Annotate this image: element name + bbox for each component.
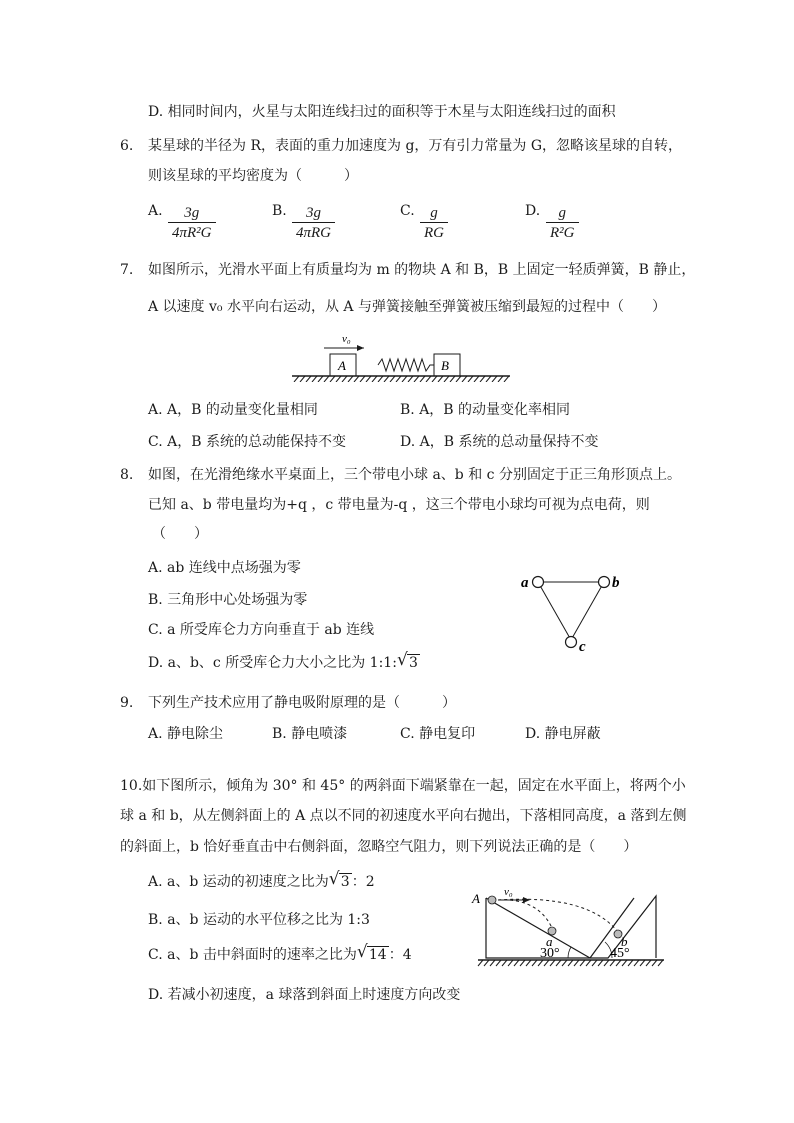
hatch-stroke: [508, 960, 513, 966]
q6-option-c-fraction: [420, 204, 448, 243]
q9-option-c[interactable]: C. 静电复印: [400, 726, 476, 742]
hatch-stroke: [574, 960, 579, 966]
q10-option-a[interactable]: [148, 869, 375, 892]
hatch-stroke: [474, 376, 479, 382]
hatch-stroke: [438, 376, 443, 382]
hatch-stroke: [496, 960, 501, 966]
hatch-stroke: [294, 376, 299, 382]
q6-option-d-numerator: g: [546, 204, 579, 223]
hatch-stroke: [336, 376, 341, 382]
q7-option-c[interactable]: C. A，B 系统的总动能保持不变: [148, 434, 346, 450]
q10-option-c[interactable]: [148, 942, 412, 965]
q7-option-b[interactable]: B. A，B 的动量变化率相同: [400, 402, 571, 418]
q8-stem-line2: 已知 a、b 带电量均为+q ，c 带电量为-q ，这三个带电小球均可视为点电荷，则: [148, 497, 650, 513]
hatch-stroke: [478, 960, 483, 966]
hatch-stroke: [414, 376, 419, 382]
ball-a-label: a: [546, 934, 553, 949]
q8-stem-line1: 如图，在光滑绝缘水平桌面上，三个带电小球 a、b 和 c 分别固定于正三角形顶点上。: [148, 467, 681, 483]
hatch-stroke: [318, 376, 323, 382]
sqrt-3-radicand: 3: [408, 655, 418, 671]
hatch-stroke: [568, 960, 573, 966]
hatch-stroke: [480, 376, 485, 382]
q6-option-b-fraction: [292, 204, 335, 243]
sqrt-3: √ 3: [396, 650, 418, 671]
velocity-arrowhead: [357, 345, 364, 351]
sqrt-14: √ 14: [356, 942, 387, 963]
q8-triangle-figure: [516, 570, 632, 656]
hatch-stroke: [384, 376, 389, 382]
q10-stem-line2: 球 a 和 b，从左侧斜面上的 A 点以不同的初速度水平向右抛出，下落相同高度，a 落到左侧: [120, 808, 687, 824]
q6-option-d-denominator: R²G: [550, 225, 575, 241]
q6-option-b-denominator: 4πRG: [296, 225, 332, 241]
sqrt-3-radicand: 3: [340, 874, 350, 890]
hatch-stroke: [354, 376, 359, 382]
q6-option-b-label[interactable]: B.: [272, 203, 287, 219]
q10-option-d[interactable]: D. 若减小初速度，a 球落到斜面上时速度方向改变: [148, 987, 461, 1003]
hatch-stroke: [324, 376, 329, 382]
q9-option-d[interactable]: D. 静电屏蔽: [525, 726, 601, 742]
hatch-stroke: [486, 376, 491, 382]
hatch-stroke: [468, 376, 473, 382]
q8-option-c[interactable]: C. a 所受库仑力方向垂直于 ab 连线: [148, 622, 375, 638]
hatch-stroke: [490, 960, 495, 966]
q7-stem-line1: 如图所示，光滑水平面上有质量均为 m 的物块 A 和 B，B 上固定一轻质弹簧，B 静止，: [148, 262, 696, 278]
hatch-stroke: [432, 376, 437, 382]
charge-b: [599, 577, 610, 588]
point-a-label: A: [472, 891, 480, 906]
hatch-stroke: [342, 376, 347, 382]
q6-option-a-numerator: 3g: [168, 204, 216, 223]
hatch-stroke: [658, 960, 663, 966]
q9-option-b[interactable]: B. 静电喷漆: [272, 726, 348, 742]
q8-option-d[interactable]: [148, 650, 420, 673]
hatch-stroke: [652, 960, 657, 966]
hatch-stroke: [598, 960, 603, 966]
hatch-stroke: [562, 960, 567, 966]
hatch-stroke: [360, 376, 365, 382]
velocity-label: v₀: [342, 333, 351, 345]
hatch-stroke: [366, 376, 371, 382]
q8-number: 8.: [120, 467, 134, 483]
q10-option-c-text: C. a、b 击中斜面时的速率之比为: [148, 947, 357, 963]
q8-option-d-text: D. a、b、c 所受库仑力大小之比为 1:1:: [148, 655, 397, 671]
block-a-label: A: [338, 358, 346, 373]
hatch-stroke: [390, 376, 395, 382]
hatch-stroke: [526, 960, 531, 966]
block-b-label: B: [441, 358, 449, 373]
trajectory-a: [498, 900, 552, 928]
angle-30-arc: [568, 947, 571, 958]
velocity-arrowhead: [523, 897, 530, 903]
hatch-stroke: [306, 376, 311, 382]
hatch-stroke: [456, 376, 461, 382]
hatch-stroke: [420, 376, 425, 382]
q9-stem: 下列生产技术应用了静电吸附原理的是（ ）: [148, 695, 456, 711]
hatch-stroke: [378, 376, 383, 382]
hatch-stroke: [444, 376, 449, 382]
q6-option-b-numerator: 3g: [292, 204, 335, 223]
q10-stem-line1: 10.如下图所示，倾角为 30° 和 45° 的两斜面下端紧靠在一起，固定在水平面上，将两个小: [120, 778, 686, 794]
hatch-stroke: [532, 960, 537, 966]
q10-stem-line3: 的斜面上，b 恰好垂直击中右侧斜面，忽略空气阻力，则下列说法正确的是（ ）: [120, 839, 638, 855]
q6-option-c-numerator: g: [420, 204, 448, 223]
hatch-stroke: [592, 960, 597, 966]
hatch-stroke: [640, 960, 645, 966]
hatch-stroke: [402, 376, 407, 382]
q9-option-a[interactable]: A. 静电除尘: [148, 726, 224, 742]
charge-c: [566, 637, 577, 648]
ball-b-label: b: [621, 934, 628, 949]
q10-option-c-ratio: ：4: [388, 947, 412, 963]
hatch-stroke: [396, 376, 401, 382]
hatch-stroke: [604, 960, 609, 966]
sqrt-3: √ 3: [328, 869, 350, 890]
hatch-stroke: [498, 376, 503, 382]
q10-option-a-text: A. a、b 运动的初速度之比为: [148, 874, 329, 890]
q6-option-a-denominator: 4πR²G: [172, 225, 212, 241]
hatch-stroke: [646, 960, 651, 966]
q10-option-b[interactable]: B. a、b 运动的水平位移之比为 1:3: [148, 912, 370, 928]
q6-option-a-fraction: [168, 204, 216, 243]
ground-hatch: [478, 960, 663, 966]
q8-stem-line3: （ ）: [152, 526, 208, 542]
hatch-stroke: [514, 960, 519, 966]
hatch-stroke: [520, 960, 525, 966]
q6-option-d-fraction: [546, 204, 579, 243]
q7-stem-line2: A 以速度 v₀ 水平向右运动，从 A 与弹簧接触至弹簧被压缩到最短的过程中（ ）: [148, 299, 666, 315]
hatch-stroke: [312, 376, 317, 382]
edge-bc: [571, 582, 604, 640]
velocity-label: v₀: [504, 886, 513, 898]
angle-30-label: 30°: [540, 946, 560, 961]
q6-option-a-label[interactable]: A.: [148, 203, 163, 219]
q8-option-a[interactable]: A. ab 连线中点场强为零: [148, 560, 301, 576]
hatch-stroke: [484, 960, 489, 966]
charge-c-label: c: [579, 639, 586, 655]
angle-45-label: 45°: [610, 946, 630, 961]
hatch-stroke: [426, 376, 431, 382]
edge-ac: [538, 582, 571, 640]
hatch-stroke: [502, 960, 507, 966]
charge-b-label: b: [612, 575, 620, 591]
hatch-stroke: [634, 960, 639, 966]
incline-30: [486, 898, 590, 958]
hatch-stroke: [330, 376, 335, 382]
sqrt-14-radicand: 14: [368, 947, 387, 963]
spring: [378, 359, 434, 371]
q10-inclines-figure: [468, 884, 670, 974]
inclines-outline: [486, 896, 656, 958]
q9-number: 9.: [120, 695, 134, 711]
q6-number: 6.: [120, 138, 134, 154]
q6-option-d-label[interactable]: D.: [525, 203, 541, 219]
q6-option-c-label[interactable]: C.: [400, 203, 415, 219]
q10-option-a-ratio: ：2: [351, 874, 375, 890]
q7-option-d[interactable]: D. A，B 系统的总动量保持不变: [400, 434, 599, 450]
hatch-stroke: [586, 960, 591, 966]
hatch-stroke: [504, 376, 509, 382]
q8-option-b[interactable]: B. 三角形中心处场强为零: [148, 592, 308, 608]
q6-option-c-denominator: RG: [424, 225, 444, 241]
hatch-stroke: [348, 376, 353, 382]
hatch-stroke: [408, 376, 413, 382]
hatch-stroke: [462, 376, 467, 382]
q7-number: 7.: [120, 262, 134, 278]
hatch-stroke: [580, 960, 585, 966]
hatch-stroke: [300, 376, 305, 382]
q7-spring-blocks-figure: [290, 330, 512, 382]
charge-a-label: a: [521, 575, 529, 591]
hatch-stroke: [450, 376, 455, 382]
launch-ball: [488, 896, 496, 904]
q7-option-a[interactable]: A. A，B 的动量变化量相同: [148, 402, 318, 418]
q5-option-d: D. 相同时间内，火星与太阳连线扫过的面积等于木星与太阳连线扫过的面积: [148, 104, 616, 120]
q6-stem-line2: 则该星球的平均密度为（ ）: [148, 168, 358, 184]
ground-hatch: [294, 376, 509, 382]
charge-a: [533, 577, 544, 588]
hatch-stroke: [372, 376, 377, 382]
hatch-stroke: [492, 376, 497, 382]
q6-stem-line1: 某星球的半径为 R，表面的重力加速度为 g，万有引力常量为 G，忽略该星球的自转，: [148, 138, 683, 154]
